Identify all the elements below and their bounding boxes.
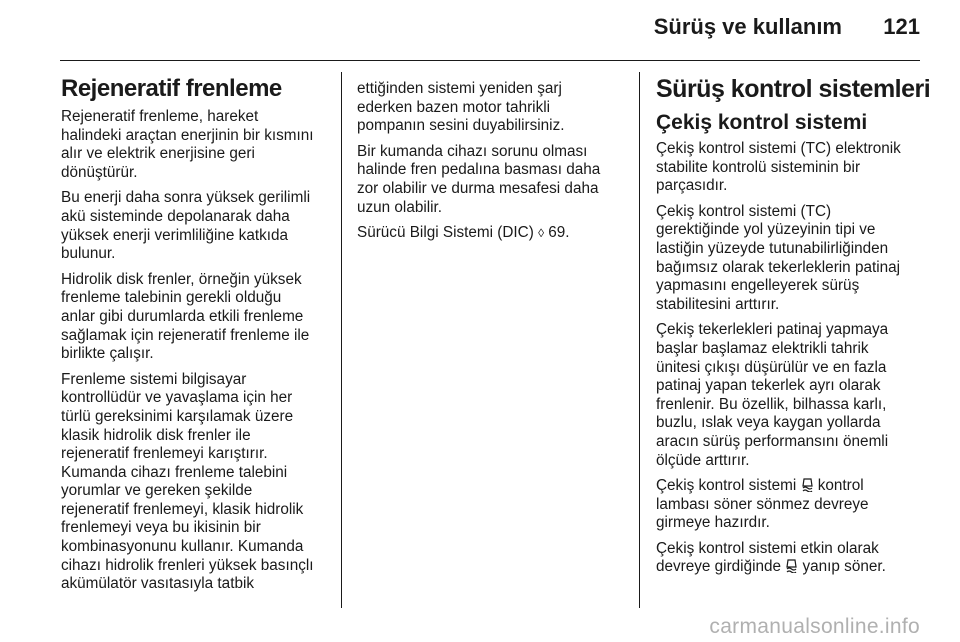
text-line: yorumlar ve gereken şekilde xyxy=(61,482,253,500)
column-2 xyxy=(357,80,623,250)
paragraph xyxy=(656,321,922,470)
text-line: halindeki araçtan enerjinin bir kısmını xyxy=(61,126,314,144)
text-line: halinde fren pedalına basması daha xyxy=(357,161,601,179)
paragraph xyxy=(656,477,922,533)
text-line: Çekiş tekerlekleri patinaj yapmaya xyxy=(656,321,889,339)
text-line: girmeye hazırdır. xyxy=(656,514,770,532)
text-line: parçasıdır. xyxy=(656,177,728,195)
text-line: Frenleme sistemi bilgisayar xyxy=(61,370,247,388)
text-line: birlikte çalışır. xyxy=(61,345,154,363)
text-line: akü sisteminde depolanarak daha xyxy=(61,207,290,225)
text-line: patinaj yapan tekerlek ayrı olarak xyxy=(656,377,881,395)
text-line: akümülatör vasıtasıyla tatbik xyxy=(61,575,254,593)
text-line: kombinasyonunu kullanır. Kumanda xyxy=(61,538,304,556)
text-line: yüksek enerji verimliliğine katkıda xyxy=(61,226,288,244)
text-line: başlar başlamaz elektrikli tahrik xyxy=(656,339,869,357)
paragraph xyxy=(656,540,922,577)
section-heading-driving-control-systems: Sürüş kontrol sistemleri xyxy=(656,75,931,103)
text-line: uzun olabilir. xyxy=(357,198,443,216)
page-header-title: Sürüş ve kullanım xyxy=(653,14,842,39)
text-line: lambası söner sönmez devreye xyxy=(656,495,869,513)
text-line: gerektiğinde yol yüzeyinin tipi ve xyxy=(656,221,876,239)
page-reference-arrow-icon: ◊ xyxy=(538,226,544,241)
text-line: bulunur. xyxy=(61,245,116,263)
text-line xyxy=(656,477,922,496)
paragraph xyxy=(357,80,623,136)
text-line: Çekiş kontrol sistemi etkin olarak xyxy=(656,539,879,557)
text-line: Rejeneratif frenleme, hareket xyxy=(61,108,259,125)
dic-reference xyxy=(357,224,623,243)
text-line: frenleme talebinin gerekli olduğu xyxy=(61,289,282,307)
inline-text: devreye girdiğinde xyxy=(656,558,782,576)
text-line: rejeneratif frenlemeyi, klasik hidrolik xyxy=(61,500,304,518)
text-line: dönüştürür. xyxy=(61,163,138,181)
text-line: ederken bazen motor tahrikli xyxy=(357,98,551,116)
text-line: klasik hidrolik disk frenler ile xyxy=(61,426,251,444)
text-line: frenlemeyi veya bu ikisinin bir xyxy=(61,519,261,537)
text-line: ettiğinden sistemi yeniden şarj xyxy=(357,80,562,97)
text-line: aracın sürüş performansını önemli xyxy=(656,432,889,450)
page-reference-link[interactable]: 69. xyxy=(548,224,570,242)
paragraph xyxy=(61,271,333,364)
text-line: zor olabilir ve durma mesafesi daha xyxy=(357,179,599,197)
text-line: Hidrolik disk frenler, örneğin yüksek xyxy=(61,270,302,288)
text-line: bağımsız olarak tekerleklerin patinaj xyxy=(656,258,901,276)
column-1 xyxy=(61,74,333,601)
text-line: ölçüde arttırır. xyxy=(656,451,750,469)
text-line: Bir kumanda cihazı sorunu olması xyxy=(357,142,588,160)
text-line: türlü gereksinimi karşılamak üzere xyxy=(61,407,294,425)
column-3 xyxy=(656,74,931,584)
text-line: buzlu, ıslak veya kaygan yollarda xyxy=(656,414,881,432)
text-line: Kumanda cihazı frenleme talebini xyxy=(61,463,288,481)
text-line: cihazı hidrolik frenleri yüksek basınçlı xyxy=(61,556,314,574)
watermark: carmanualsonline.info xyxy=(709,615,920,638)
subheading-traction-control: Çekiş kontrol sistemi xyxy=(656,111,868,134)
traction-control-icon xyxy=(801,478,814,492)
inline-text: Çekiş kontrol sistemi xyxy=(656,477,797,495)
column-divider-2 xyxy=(639,72,640,608)
inline-text: yanıp söner. xyxy=(802,558,886,576)
text-line: Çekiş kontrol sistemi (TC) elektronik xyxy=(656,140,901,157)
inline-text: kontrol xyxy=(817,477,864,495)
text-line: pompanın sesini duyabilirsiniz. xyxy=(357,117,565,135)
column-divider-1 xyxy=(341,72,342,608)
reference-text: Sürücü Bilgi Sistemi (DIC) xyxy=(357,224,534,242)
text-line: yapmasını engelleyerek sürüş xyxy=(656,277,860,295)
text-line: stabilite kontrolü sisteminin bir xyxy=(656,158,861,176)
text-line: Bu enerji daha sonra yüksek gerilimli xyxy=(61,189,311,207)
page-number: 121 xyxy=(883,14,920,39)
text-line: sağlamak için rejeneratif frenleme ile xyxy=(61,326,310,344)
paragraph xyxy=(61,189,333,263)
text-line: alır ve elektrik enerjisine geri xyxy=(61,145,255,163)
text-line: rejeneratif frenlemeyi karıştırır. xyxy=(61,445,268,463)
text-line: frenlenir. Bu özellik, bilhassa karlı, xyxy=(656,395,887,413)
text-line: Çekiş kontrol sistemi (TC) xyxy=(656,202,832,220)
paragraph xyxy=(61,371,333,594)
traction-control-icon xyxy=(785,559,798,573)
text-line xyxy=(656,558,922,577)
paragraph xyxy=(61,108,333,182)
paragraph xyxy=(656,140,922,196)
text-line: lastiğin yüzeyde tutunabilirliğinden xyxy=(656,239,889,257)
section-heading-regenerative-braking: Rejeneratif frenleme xyxy=(61,75,282,102)
text-line: ünitesi çıkışı düşürülür ve en fazla xyxy=(656,358,887,376)
header-divider xyxy=(60,60,920,61)
text-line: stabilitesini arttırır. xyxy=(656,295,780,313)
paragraph xyxy=(656,203,922,315)
text-line: kontrollüdür ve yavaşlama için her xyxy=(61,389,293,407)
text-line: anlar gibi durumlarda etkili frenleme xyxy=(61,307,304,325)
paragraph xyxy=(357,143,623,217)
